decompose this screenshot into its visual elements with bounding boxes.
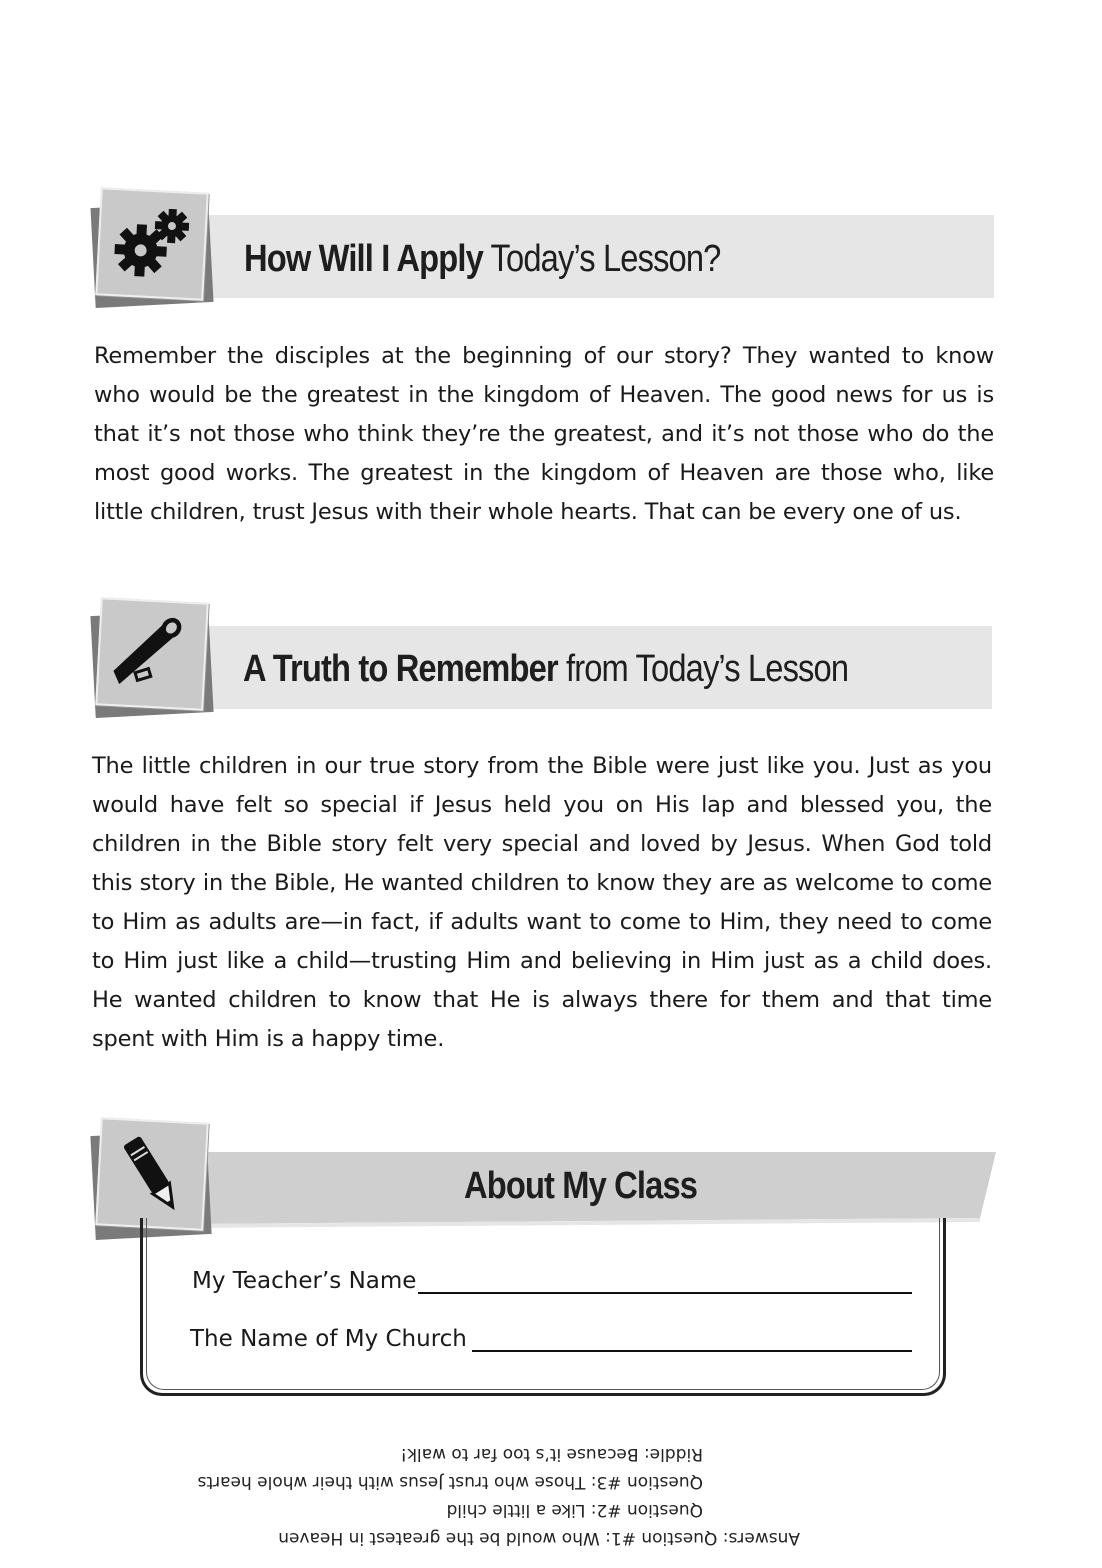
truth-body: The little children in our true story from the Bible were just like you. Just as you would have felt so special if Jesus held you on His lap and blessed you, the children in the Bible story felt very special and loved by Jesus. When God told this story in the Bible, He wanted children to know they are as welcome to come to Him as adults are—in fact, if adults want to come to Him, they need to come to Him just like a child—trusting Him and believing in Him just as a child does. He wanted children to know that He is always there for them and that time spent with Him is a happy time. bbox=[92, 753, 992, 1052]
church-name-field[interactable] bbox=[472, 1350, 912, 1352]
pencil-icon bbox=[95, 1117, 209, 1231]
apply-title: How Will I Apply Today’s Lesson? bbox=[244, 238, 721, 280]
answers-line-1: Answers: Question #1: Who would be the greatest in Heaven bbox=[278, 1528, 800, 1548]
teacher-name-label: My Teacher’s Name bbox=[192, 1268, 417, 1294]
gears-icon bbox=[95, 187, 209, 301]
megaphone-icon bbox=[95, 597, 209, 711]
answers-line-3: Question #3: Those who trust Jesus with their whole hearts bbox=[197, 1472, 703, 1492]
answers-line-4: Riddle: Because it’s too far to walk! bbox=[400, 1444, 703, 1464]
apply-body: Remember the disciples at the beginning of our story? They wanted to know who would be the greatest in the kingdom of Heaven. The good news for us is that it’s not those who think they’re the greatest, and it’s not those who do the most good works. The greatest in the kingdom of Heaven are those who, like little children, trust Jesus with their whole hearts. That can be every one of us. bbox=[94, 343, 994, 525]
teacher-name-field[interactable] bbox=[418, 1292, 912, 1294]
truth-title: A Truth to Remember from Today’s Lesson bbox=[243, 648, 849, 690]
class-info-box-inner bbox=[146, 1218, 940, 1390]
about-class-title: About My Class bbox=[464, 1165, 698, 1207]
church-name-label: The Name of My Church bbox=[190, 1326, 467, 1352]
answers-line-2: Question #2: Like a little child bbox=[446, 1500, 703, 1520]
upside-down-answers bbox=[197, 1440, 800, 1552]
